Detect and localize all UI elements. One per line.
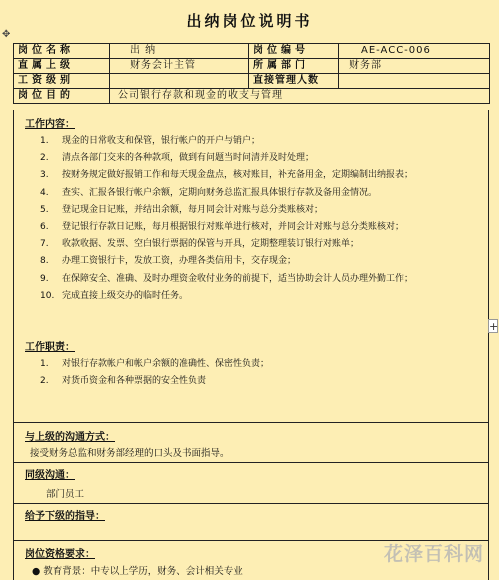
list-item-text: 清点各部门交来的各种款项，做到有问题当时问清并及时处理； — [62, 153, 315, 164]
list-item-text: 对货币资金和各种票据的安全性负责 — [62, 376, 207, 387]
list-item-number: 2. — [40, 153, 49, 164]
table-row — [14, 89, 490, 104]
supervisor-value[interactable]: 财务会计主管 — [110, 59, 249, 74]
list-item — [40, 219, 413, 236]
list-item — [40, 373, 269, 390]
list-item — [40, 167, 413, 184]
table-row — [14, 44, 490, 59]
list-item-text: 按财务规定做好报销工作和每天现金盘点，核对账目，补充备用金，定期编制出纳报表； — [62, 170, 414, 181]
list-item — [40, 133, 413, 150]
subordinates-value[interactable] — [339, 74, 490, 89]
subordinate-guidance-heading: 给予下级的指导： — [25, 511, 105, 522]
list-item-number: 10. — [40, 290, 55, 301]
list-item-number: 1. — [40, 136, 49, 146]
list-item — [40, 253, 413, 270]
list-item — [40, 150, 413, 167]
list-item-text: 登记银行存款日记账，每月根据银行对账单进行核对，并同会计对账与总分类账核对； — [62, 222, 405, 233]
supervisor-label: 直属上级 — [14, 59, 110, 74]
table-row — [14, 74, 490, 89]
position-info-table — [13, 43, 490, 104]
position-code-value[interactable]: AE-ACC-006 — [339, 44, 490, 59]
work-content-list — [40, 133, 413, 305]
list-item-number: 4. — [40, 187, 49, 198]
list-item-text: 完成直接上级交办的临时任务。 — [62, 290, 189, 301]
duties-heading: 工作职责： — [25, 342, 75, 353]
list-item-text: 现金的日常收支和保管，银行帐户的开户与销户； — [62, 136, 261, 146]
work-content-heading: 工作内容： — [25, 119, 75, 130]
peer-communication-heading: 同级沟通： — [25, 470, 75, 481]
department-value[interactable]: 财务部 — [339, 59, 490, 74]
department-label: 所属部门 — [249, 59, 339, 74]
list-item — [40, 356, 269, 373]
table-move-handle-icon[interactable]: ✥ — [2, 29, 11, 40]
position-name-value[interactable]: 出 纳 — [110, 44, 249, 59]
table-row — [14, 59, 490, 74]
section-divider — [13, 462, 489, 463]
purpose-label: 岗位目的 — [14, 89, 110, 104]
list-item-text: 登记现金日记账，并结出余额，每月同会计对账与总分类账核对； — [62, 204, 324, 215]
section-divider — [13, 422, 489, 423]
position-name-label: 岗位名称 — [14, 44, 110, 59]
list-item-number: 7. — [40, 239, 49, 250]
section-divider — [13, 503, 489, 504]
list-item-text: 在保障安全、准确、及时办理资金收付业务的前提下，适当协助会计人员办理外勤工作； — [62, 273, 414, 284]
grade-value[interactable] — [110, 74, 249, 89]
purpose-value[interactable]: 公司银行存款和现金的收支与管理 — [110, 89, 490, 104]
superior-communication-text: 接受财务总监和财务部经理的口头及书面指导。 — [30, 448, 230, 459]
list-item — [40, 202, 413, 219]
list-item-text: 对银行存款帐户和帐户余额的准确性、保密性负责； — [62, 359, 270, 369]
list-item — [40, 288, 413, 305]
list-item-number: 9. — [40, 273, 49, 284]
list-item — [40, 185, 413, 202]
list-item-number: 3. — [40, 170, 49, 181]
document-title: 出纳岗位说明书 — [186, 12, 313, 30]
list-item-number: 2. — [40, 376, 49, 387]
list-item-text: 查实、汇报各银行帐户余额，定期向财务总监汇报具体银行存款及备用金情况。 — [62, 187, 378, 198]
duties-list — [40, 356, 269, 390]
watermark-logo: 花泽百科网 — [384, 543, 485, 565]
add-column-icon[interactable]: + — [489, 320, 499, 333]
list-item-number: 1. — [40, 359, 49, 369]
position-code-label: 岗位编号 — [249, 44, 339, 59]
list-item-text: 办理工资银行卡，发放工资，办理各类信用卡，交存现金； — [62, 256, 297, 267]
grade-label: 工资级别 — [14, 74, 110, 89]
subordinates-label: 直接管理人数 — [249, 74, 339, 89]
qualifications-heading: 岗位资格要求： — [25, 549, 95, 560]
list-item-number: 5. — [40, 204, 49, 215]
list-item-text: 收款收据、发票、空白银行票据的保管与开具，定期整理装订银行对账单； — [62, 239, 360, 250]
qualifications-partial-item: ● 教育背景：中专以上学历，财务、会计相关专业 — [32, 566, 243, 577]
list-item — [40, 236, 413, 253]
list-item-number: 8. — [40, 256, 49, 267]
peer-communication-text: 部门员工 — [46, 489, 85, 500]
superior-communication-heading: 与上级的沟通方式： — [25, 432, 115, 443]
list-item — [40, 271, 413, 288]
list-item-number: 6. — [40, 222, 49, 233]
